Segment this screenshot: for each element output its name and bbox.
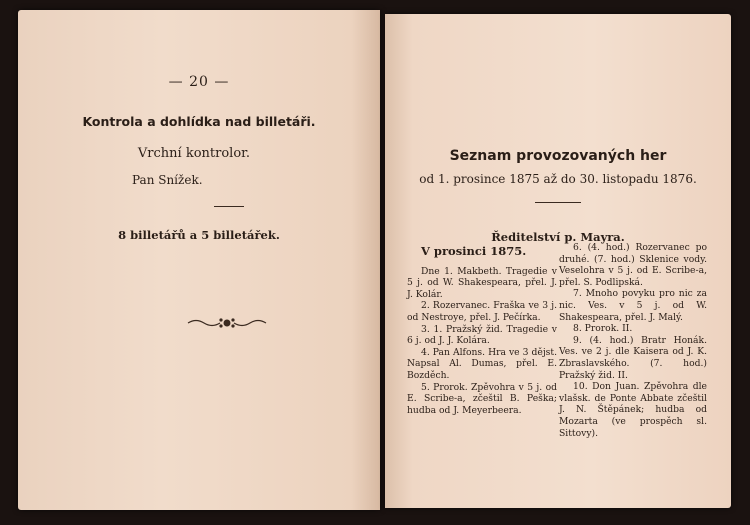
role-label: Vrchní kontrolor. [137, 146, 251, 161]
divider [214, 206, 244, 207]
left-column [407, 246, 557, 416]
section-title: Kontrola a dohlídka nad billetáři. [82, 114, 316, 129]
list-item: 5. Prorok. Zpěvohra v 5 j. od E. Scribe-a, zčeštil B. Peška; hudba od J. Meyerbeera. [407, 381, 557, 416]
right-page [385, 14, 731, 508]
ornament-icon [186, 316, 268, 330]
left-page [18, 10, 380, 510]
list-item: 10. Don Juan. Zpěvohra dle vlašsk. de Ponte Abbate zčeštil J. N. Štěpánek; hudba od Mozarta (ve prospěch sl. Sittovy). [559, 381, 707, 439]
month-heading: V prosinci 1875. [421, 244, 527, 258]
directorate-heading: Ředitelství p. Mayra. [491, 230, 625, 244]
list-title: Seznam provozovaných her [449, 148, 667, 164]
right-column [559, 242, 707, 439]
list-item: 4. Pan Alfons. Hra ve 3 dějst. Napsal Al. Dumas, přel. E. Bozděch. [407, 346, 557, 381]
list-item: 3. 1. Pražský žid. Tragedie v 6 j. od J. J. Kolára. [407, 323, 557, 347]
date-range: od 1. prosince 1875 až do 30. listopadu 1876. [419, 172, 697, 186]
list-item: 2. Rozervanec. Fraška ve 3 j. od Nestroye, přel. J. Pečírka. [407, 300, 557, 323]
list-item: Dne 1. Makbeth. Tragedie v 5 j. od W. Shakespeara, přel. J. J. Kolár. [407, 265, 557, 300]
staff-count: 8 billetářů a 5 billetářek. [118, 228, 280, 242]
list-item: 9. (4. hod.) Bratr Honák. Ves. ve 2 j. dle Kaisera od J. K. Zbraslavského. (7. hod.) Pražský žid. II. [559, 334, 707, 381]
list-item: 6. (4. hod.) Rozervanec po druhé. (7. hod.) Sklenice vody. Veselohra v 5 j. od E. Scribe-a, přel. S. Podlipská. [559, 242, 707, 288]
list-item: 7. Mnoho povyku pro nic za nic. Ves. v 5 j. od W. Shakespeara, přel. J. Malý. [559, 288, 707, 323]
list-item: 8. Prorok. II. [573, 323, 633, 335]
divider [535, 202, 581, 203]
page-number: — 20 — [168, 74, 230, 90]
person-name: Pan Snížek. [132, 173, 203, 187]
